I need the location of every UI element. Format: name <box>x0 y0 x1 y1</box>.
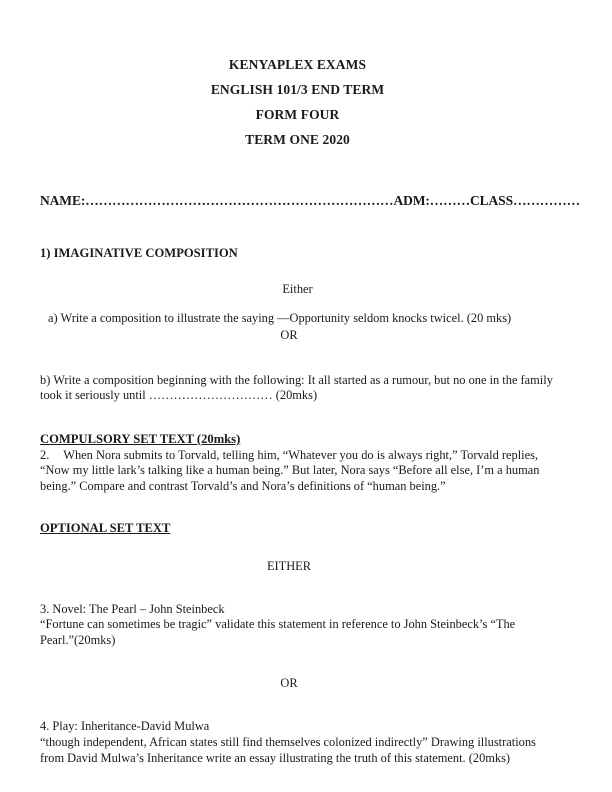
masthead <box>40 52 555 152</box>
section-heading-compulsory-set-text: COMPULSORY SET TEXT (20mks) <box>40 431 241 446</box>
section-heading-optional-set-text: OPTIONAL SET TEXT <box>40 520 171 535</box>
section-heading-imaginative-composition: 1) IMAGINATIVE COMPOSITION <box>40 246 238 260</box>
question-4-line-2: from David Mulwa’s Inheritance write an essay illustrating the truth of this statement. (20mks) <box>40 750 511 765</box>
question-2-line-2: “Now my little lark’s talking like a human being.” But later, Nora says “Before all else, I’m a human <box>40 463 540 478</box>
question-4-title: 4. Play: Inheritance-David Mulwa <box>40 719 210 734</box>
question-2-line-1 <box>40 448 555 464</box>
exam-term-title: TERM ONE 2020 <box>245 132 350 147</box>
question-1b-line-2: took it seriously until ………………………… (20mks) <box>40 388 318 403</box>
either-label-optional-set-text: EITHER <box>266 558 312 573</box>
question-1b-line-1: b) Write a composition beginning with the following: It all started as a rumour, but no one in the family <box>40 372 553 387</box>
question-3-line-2: Pearl.”(20mks) <box>40 632 116 647</box>
exam-subject-title: ENGLISH 101/3 END TERM <box>210 82 385 97</box>
question-3-title: 3. Novel: The Pearl – John Steinbeck <box>40 601 225 616</box>
question-2-text-line-1: When Nora submits to Torvald, telling him, “Whatever you do is always right,” Torvald replies, <box>63 447 539 462</box>
or-label-section-one: OR <box>280 327 298 342</box>
exam-form-title: FORM FOUR <box>255 107 340 122</box>
exam-body-title: KENYAPLEX EXAMS <box>228 57 367 72</box>
question-2-line-3: being.” Compare and contrast Torvald’s and Nora’s definitions of “human being.” <box>40 478 446 493</box>
either-label-section-one: Either <box>282 282 313 296</box>
question-2-number: 2. <box>40 447 50 462</box>
question-3-line-1: “Fortune can sometimes be tragic” validate this statement in reference to John Steinbeck’s “The <box>40 617 516 632</box>
question-4-line-1: “though independent, African states still find themselves colonized indirectly” Drawing illustrations <box>40 734 536 749</box>
or-label-optional-set-text: OR <box>280 676 298 691</box>
candidate-details-line: NAME:……………………………………………………………ADM:………CLASS…………… <box>40 193 580 208</box>
question-1a: a) Write a composition to illustrate the saying ―Opportunity seldom knocks twicel. (20 mks) <box>48 311 512 325</box>
